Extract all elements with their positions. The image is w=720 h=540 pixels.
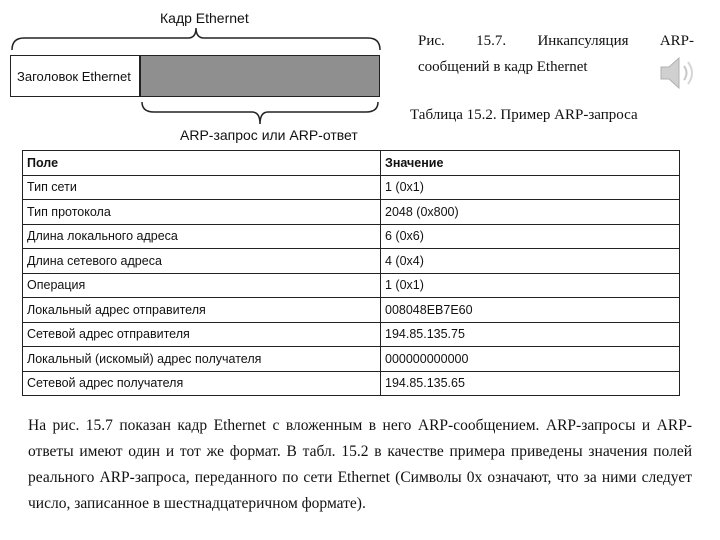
value-cell: 000000000000 [381, 347, 680, 372]
value-cell: 1 (0x1) [381, 273, 680, 298]
speaker-icon[interactable] [655, 50, 701, 96]
arp-payload-box [140, 55, 380, 97]
ethernet-header-box [10, 55, 140, 97]
header-field: Поле [23, 151, 381, 176]
table-row [23, 249, 680, 274]
table-row [23, 224, 680, 249]
body-paragraph: На рис. 15.7 показан кадр Ethernet с вложенным в него ARP-сообщением. ARP-запросы и ARP-ответы имеют один и тот же формат. В табл. 15.2 в качестве примера приведены значения полей реального ARP-запроса, переданного по сети Ethernet (Символы 0x означают, что за ними следует число, записанное в шестнадцатеричном формате). [28, 417, 692, 512]
arp-brace [140, 100, 382, 126]
table-row [23, 273, 680, 298]
ethernet-header-label: Заголовок Ethernet [17, 68, 131, 84]
table-row [23, 298, 680, 323]
table-header-row [23, 151, 680, 176]
value-cell: 1 (0x1) [381, 175, 680, 200]
field-cell: Операция [23, 273, 381, 298]
table-row [23, 200, 680, 225]
field-cell: Длина сетевого адреса [23, 249, 381, 274]
table-row [23, 371, 680, 396]
field-cell: Тип протокола [23, 200, 381, 225]
value-cell: 194.85.135.65 [381, 371, 680, 396]
header-value: Значение [381, 151, 680, 176]
field-cell: Сетевой адрес отправителя [23, 322, 381, 347]
figure-caption-line2: сообщений в кадр Ethernet [418, 59, 588, 75]
field-cell: Тип сети [23, 175, 381, 200]
value-cell: 6 (0x6) [381, 224, 680, 249]
frame-brace [10, 26, 382, 52]
value-cell: 4 (0x4) [381, 249, 680, 274]
field-cell: Локальный (искомый) адрес получателя [23, 347, 381, 372]
field-cell: Сетевой адрес получателя [23, 371, 381, 396]
figure-caption [418, 28, 694, 80]
field-cell: Локальный адрес отправителя [23, 298, 381, 323]
field-cell: Длина локального адреса [23, 224, 381, 249]
table-row [23, 347, 680, 372]
value-cell: 008048EB7E60 [381, 298, 680, 323]
value-cell: 2048 (0x800) [381, 200, 680, 225]
arp-label: ARP-запрос или ARP-ответ [180, 127, 358, 143]
table-row [23, 322, 680, 347]
arp-request-table [22, 150, 680, 396]
table-caption: Таблица 15.2. Пример ARP-запроса [410, 107, 638, 123]
figure-caption-line1: Рис. 15.7. Инкапсуляция ARP- [418, 33, 694, 49]
table-row [23, 175, 680, 200]
frame-label: Кадр Ethernet [160, 10, 249, 26]
value-cell: 194.85.135.75 [381, 322, 680, 347]
